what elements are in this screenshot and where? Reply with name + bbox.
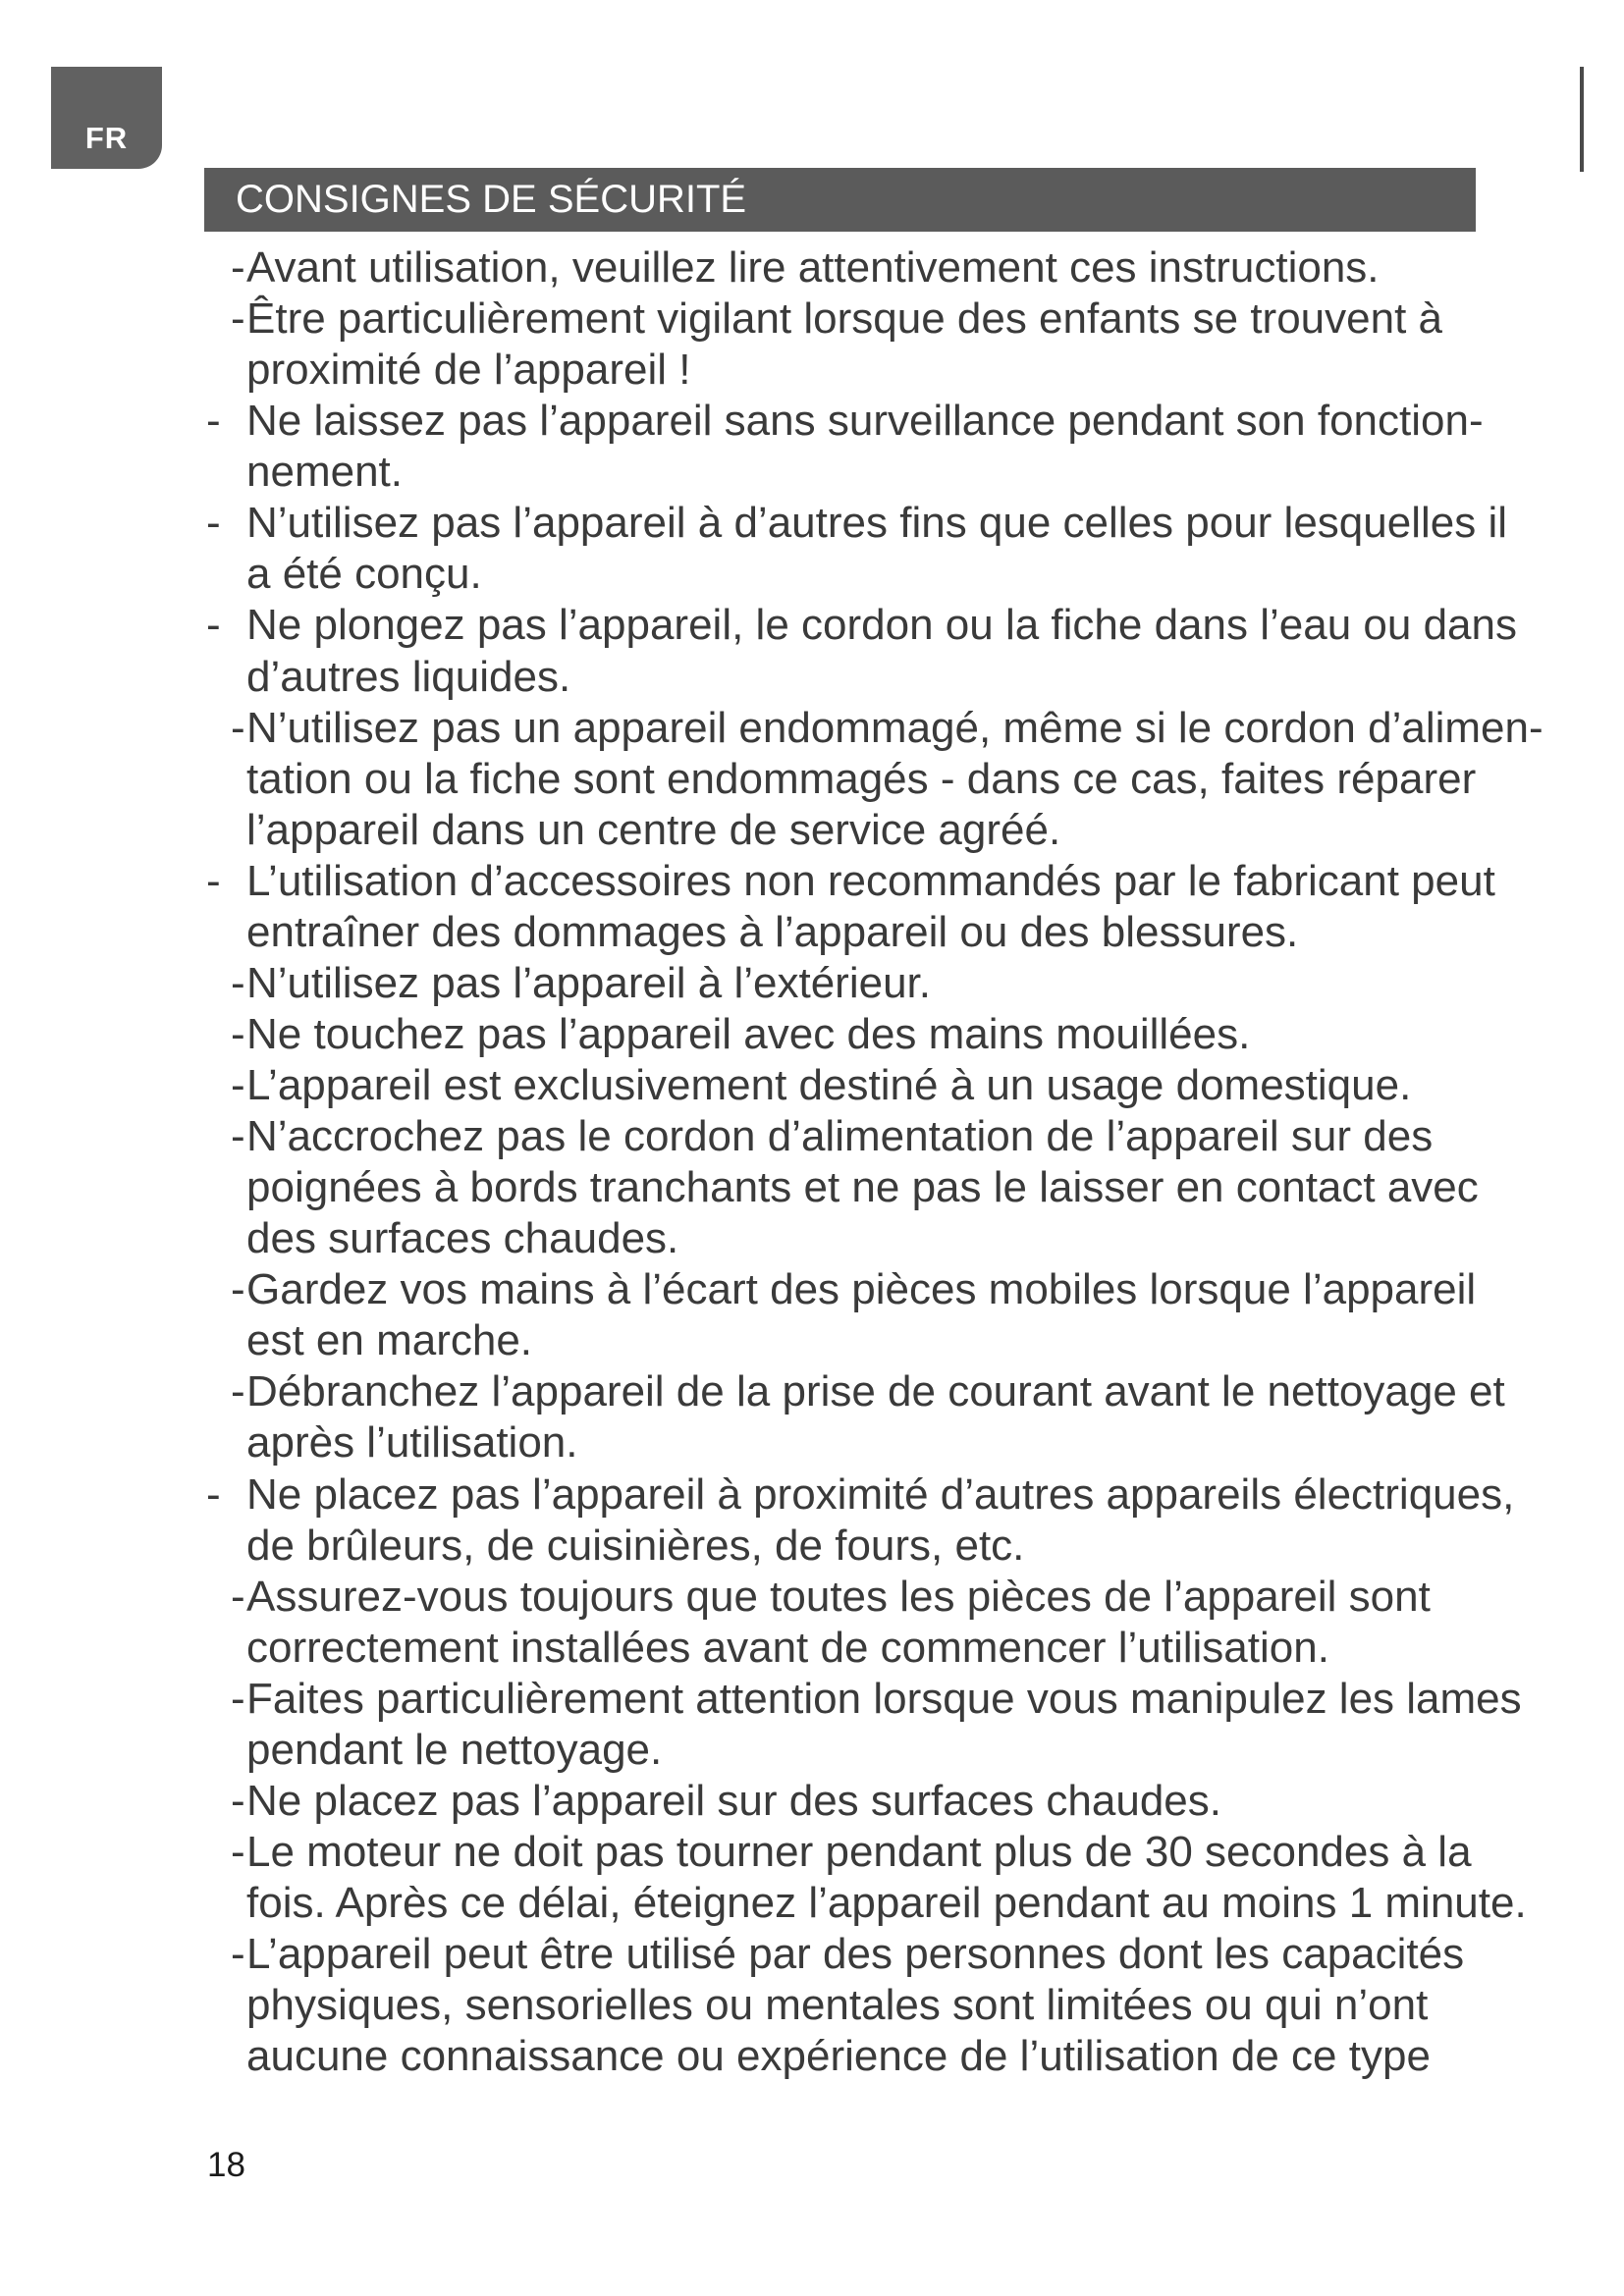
bullet-dash: -: [231, 1572, 245, 1621]
line-text: Faites particulièrement attention lorsque vous manipulez les lames: [246, 1674, 1522, 1723]
section-header: [204, 168, 1476, 232]
safety-line: [0, 396, 1624, 447]
safety-item: [0, 958, 1624, 1009]
safety-line: [0, 652, 1624, 703]
safety-line: [0, 242, 1624, 294]
safety-line: [0, 549, 1624, 600]
safety-item: [0, 600, 1624, 702]
line-text: N’utilisez pas l’appareil à d’autres fins que celles pour lesquelles il: [246, 499, 1508, 548]
safety-item: [0, 703, 1624, 856]
language-tab-label: FR: [84, 121, 129, 155]
line-text: L’utilisation d’accessoires non recommandés par le fabricant peut: [246, 856, 1495, 905]
bullet-dash: -: [231, 243, 245, 292]
bullet-dash: -: [206, 856, 221, 905]
safety-item: [0, 1827, 1624, 1929]
safety-line: [0, 703, 1624, 754]
safety-line: [0, 805, 1624, 856]
line-text: aucune connaissance ou expérience de l’utilisation de ce type: [246, 2032, 1431, 2081]
line-text: Avant utilisation, veuillez lire attentivement ces instructions.: [246, 243, 1380, 292]
line-text: Ne laissez pas l’appareil sans surveillance pendant son fonction-: [246, 397, 1484, 446]
line-text: Être particulièrement vigilant lorsque des enfants se trouvent à: [246, 294, 1442, 344]
safety-item: [0, 1366, 1624, 1468]
line-text: de brûleurs, de cuisinières, de fours, etc.: [246, 1521, 1025, 1570]
safety-line: [0, 1162, 1624, 1213]
line-text: poignées à bords tranchants et ne pas le laisser en contact avec: [246, 1163, 1479, 1212]
safety-line: [0, 1980, 1624, 2031]
safety-line: [0, 1674, 1624, 1725]
line-text: N’utilisez pas un appareil endommagé, même si le cordon d’alimen-: [246, 703, 1543, 752]
safety-line: [0, 1776, 1624, 1827]
page-number: 18: [207, 2146, 245, 2184]
bullet-dash: -: [231, 1367, 245, 1416]
bullet-dash: -: [231, 1674, 245, 1723]
line-text: nement.: [246, 448, 403, 497]
safety-item: [0, 498, 1624, 600]
bullet-dash: -: [231, 1776, 245, 1825]
safety-line: [0, 294, 1624, 345]
line-text: correctement installées avant de commencer l’utilisation.: [246, 1623, 1329, 1672]
safety-item: [0, 1929, 1624, 2082]
safety-line: [0, 1264, 1624, 1315]
safety-line: [0, 907, 1624, 958]
safety-item: [0, 1572, 1624, 1674]
bullet-dash: -: [231, 1930, 245, 1979]
safety-line: [0, 1572, 1624, 1623]
bullet-dash: -: [206, 601, 221, 650]
safety-item: [0, 294, 1624, 396]
safety-line: [0, 1521, 1624, 1572]
safety-line: [0, 447, 1624, 498]
safety-line: [0, 1417, 1624, 1468]
line-text: entraîner des dommages à l’appareil ou des blessures.: [246, 907, 1299, 956]
safety-item: [0, 1469, 1624, 1572]
safety-line: [0, 1366, 1624, 1417]
safety-line: [0, 345, 1624, 396]
safety-line: [0, 1827, 1624, 1878]
line-text: a été conçu.: [246, 550, 482, 599]
safety-line: [0, 958, 1624, 1009]
safety-item: [0, 1060, 1624, 1111]
safety-line: [0, 1213, 1624, 1264]
line-text: Gardez vos mains à l’écart des pièces mobiles lorsque l’appareil: [246, 1265, 1477, 1314]
line-text: après l’utilisation.: [246, 1418, 578, 1468]
safety-line: [0, 1009, 1624, 1060]
safety-item: [0, 1009, 1624, 1060]
line-text: Ne plongez pas l’appareil, le cordon ou la fiche dans l’eau ou dans: [246, 601, 1517, 650]
line-text: N’utilisez pas l’appareil à l’extérieur.: [246, 958, 931, 1007]
section-title: CONSIGNES DE SÉCURITÉ: [236, 178, 747, 221]
line-text: Assurez-vous toujours que toutes les pièces de l’appareil sont: [246, 1572, 1431, 1621]
line-text: est en marche.: [246, 1316, 533, 1365]
safety-line: [0, 1929, 1624, 1980]
safety-item: [0, 396, 1624, 498]
bullet-dash: -: [206, 397, 221, 446]
bullet-dash: -: [231, 703, 245, 752]
safety-line: [0, 1111, 1624, 1162]
safety-instructions: [0, 242, 1624, 2082]
line-text: Le moteur ne doit pas tourner pendant plus de 30 secondes à la: [246, 1827, 1472, 1876]
safety-item: [0, 1111, 1624, 1264]
line-text: Ne touchez pas l’appareil avec des mains mouillées.: [246, 1009, 1251, 1058]
line-text: l’appareil dans un centre de service agréé.: [246, 805, 1061, 854]
language-tab: [51, 67, 162, 169]
safety-line: [0, 1623, 1624, 1674]
safety-line: [0, 1469, 1624, 1521]
safety-line: [0, 754, 1624, 805]
safety-line: [0, 1060, 1624, 1111]
safety-item: [0, 1674, 1624, 1776]
line-text: Ne placez pas l’appareil sur des surfaces chaudes.: [246, 1776, 1221, 1825]
line-text: pendant le nettoyage.: [246, 1725, 663, 1774]
line-text: physiques, sensorielles ou mentales sont limitées ou qui n’ont: [246, 1981, 1429, 2030]
line-text: d’autres liquides.: [246, 652, 571, 701]
bullet-dash: -: [231, 1061, 245, 1109]
bullet-dash: -: [206, 1469, 221, 1519]
line-text: Débranchez l’appareil de la prise de courant avant le nettoyage et: [246, 1367, 1505, 1416]
line-text: des surfaces chaudes.: [246, 1214, 679, 1263]
bullet-dash: -: [231, 294, 245, 344]
line-text: L’appareil peut être utilisé par des personnes dont les capacités: [246, 1930, 1465, 1979]
edge-rule: [1580, 67, 1584, 172]
safety-item: [0, 1264, 1624, 1366]
bullet-dash: -: [231, 958, 245, 1007]
bullet-dash: -: [231, 1112, 245, 1161]
safety-line: [0, 600, 1624, 651]
line-text: tation ou la fiche sont endommagés - dans ce cas, faites réparer: [246, 754, 1477, 803]
line-text: fois. Après ce délai, éteignez l’appareil pendant au moins 1 minute.: [246, 1879, 1527, 1927]
line-text: Ne placez pas l’appareil à proximité d’autres appareils électriques,: [246, 1469, 1515, 1519]
line-text: L’appareil est exclusivement destiné à un usage domestique.: [246, 1061, 1412, 1109]
safety-item: [0, 856, 1624, 958]
bullet-dash: -: [206, 499, 221, 548]
safety-line: [0, 2031, 1624, 2082]
line-text: proximité de l’appareil !: [246, 346, 691, 395]
bullet-dash: -: [231, 1827, 245, 1876]
safety-item: [0, 1776, 1624, 1827]
line-text: N’accrochez pas le cordon d’alimentation de l’appareil sur des: [246, 1112, 1434, 1161]
safety-line: [0, 498, 1624, 549]
safety-line: [0, 1315, 1624, 1366]
safety-line: [0, 1725, 1624, 1776]
safety-item: [0, 242, 1624, 294]
safety-line: [0, 1878, 1624, 1929]
bullet-dash: -: [231, 1009, 245, 1058]
safety-line: [0, 856, 1624, 907]
bullet-dash: -: [231, 1265, 245, 1314]
